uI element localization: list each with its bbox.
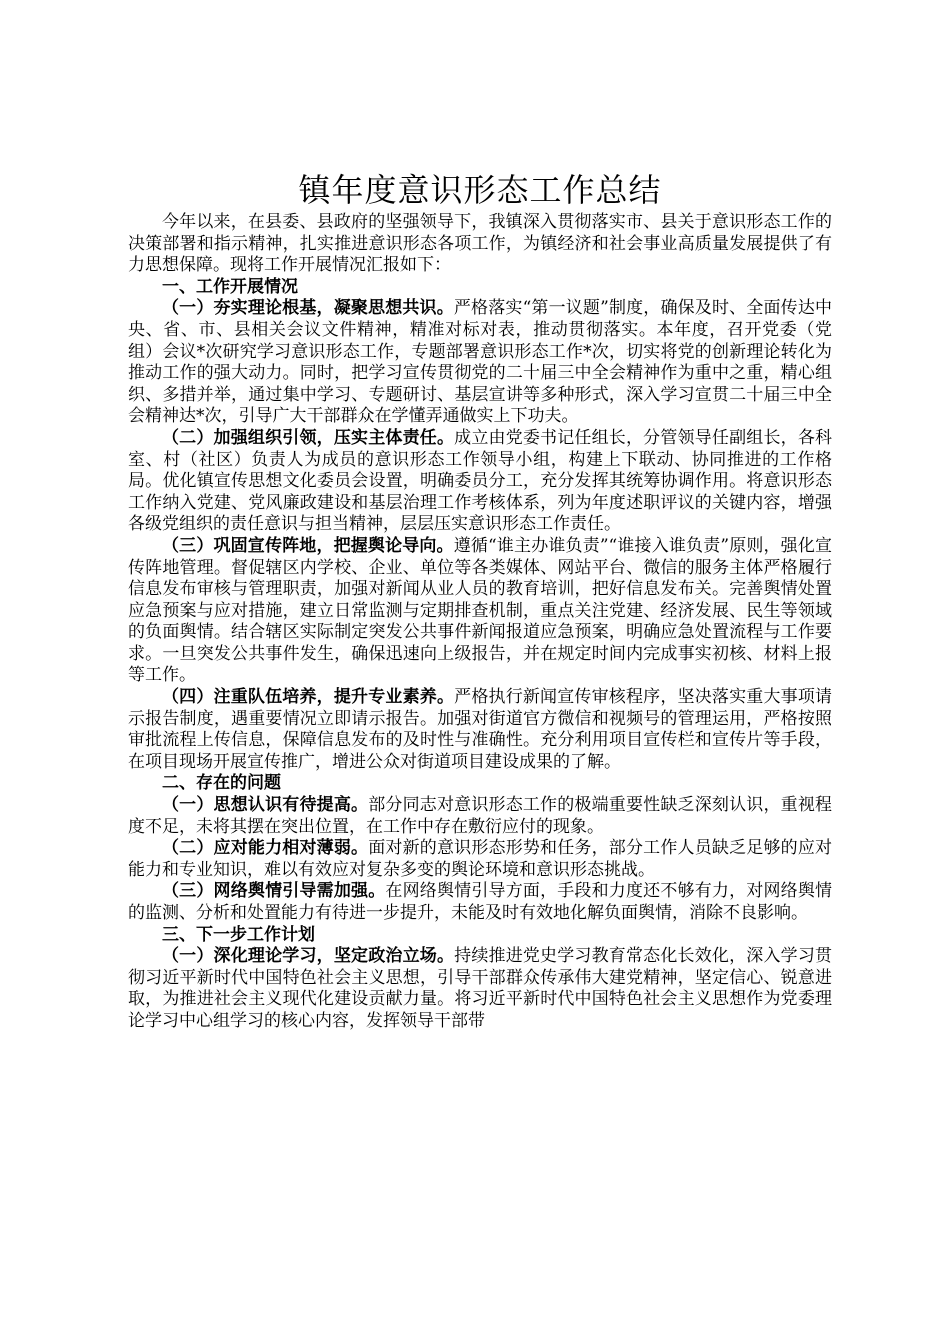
paragraph xyxy=(128,298,832,428)
paragraph-lead: （一）思想认识有待提高。 xyxy=(162,795,369,816)
intro-paragraph: 今年以来，在县委、县政府的坚强领导下，我镇深入贯彻落实市、县关于意识形态工作的决策部署和指示精神，扎实推进意识形态各项工作，为镇经济和社会事业高质量发展提供了有力思想保障。现将工作开展情况汇报如下： xyxy=(128,212,832,276)
paragraph-lead: （二）加强组织引领，压实主体责任。 xyxy=(162,427,455,448)
paragraph-body: 遵循“谁主办谁负责”“谁接入谁负责”原则，强化宣传阵地管理。督促辖区内学校、企业、单位等各类媒体、网站平台、微信的服务主体严格履行信息发布审核与管理职责，加强对新闻从业人员的教育培训，把好信息发布关。完善舆情处置应急预案与应对措施，建立日常监测与定期排查机制，重点关注党建、经济发展、民生等领域的负面舆情。结合辖区实际制定突发公共事件新闻报道应急预案，明确应急处置流程与工作要求。一旦突发公共事件发生，确保迅速向上级报告，并在规定时间内完成事实初核、材料上报等工作。 xyxy=(128,535,832,686)
paragraph-body: 严格落实“第一议题”制度，确保及时、全面传达中央、省、市、县相关会议文件精神，精准对标对表，推动贯彻落实。本年度，召开党委（党组）会议*次研究学习意识形态工作，专题部署意识形态工作*次，切实将党的创新理论转化为推动工作的强大动力。同时，把学习宣传贯彻党的二十届三中全会精神作为重中之重，精心组织、多措并举，通过集中学习、专题研讨、基层宣讲等多种形式，深入学习宣贯二十届三中全会精神达*次，引导广大干部群众在学懂弄通做实上下功夫。 xyxy=(128,298,832,427)
document-body xyxy=(128,168,832,1033)
paragraph-body: 面对新的意识形态形势和任务，部分工作人员缺乏足够的应对能力和专业知识，难以有效应对复杂多变的舆论环境和意识形态挑战。 xyxy=(128,838,833,880)
paragraph xyxy=(128,881,832,924)
paragraph-lead: （四）注重队伍培养，提升专业素养。 xyxy=(162,687,455,708)
paragraph-body: 部分同志对意识形态工作的极端重要性缺乏深刻认识，重视程度不足，未将其摆在突出位置，在工作中存在敷衍应付的现象。 xyxy=(128,795,833,837)
paragraph xyxy=(128,838,832,881)
paragraph xyxy=(128,795,832,838)
paragraph-body: 持续推进党史学习教育常态化长效化，深入学习贯彻习近平新时代中国特色社会主义思想，引导干部群众传承伟大建党精神，坚定信心、锐意进取，为推进社会主义现代化建设贡献力量。将习近平新时代中国特色社会主义思想作为党委理论学习中心组学习的核心内容，发挥领导干部带 xyxy=(128,946,833,1031)
paragraph xyxy=(128,946,832,1032)
section-heading-next-plan: 三、下一步工作计划 xyxy=(162,924,315,945)
document-title: 镇年度意识形态工作总结 xyxy=(298,171,662,209)
paragraph xyxy=(128,536,832,687)
paragraph-lead: （一）夯实理论根基，凝聚思想共识。 xyxy=(162,298,454,319)
paragraph-lead: （二）应对能力相对薄弱。 xyxy=(162,838,369,859)
paragraph-lead: （一）深化理论学习，坚定政治立场。 xyxy=(162,946,455,967)
paragraph xyxy=(128,687,832,773)
paragraph-lead: （三）巩固宣传阵地，把握舆论导向。 xyxy=(162,535,454,556)
paragraph-body: 在网络舆情引导方面，手段和力度还不够有力，对网络舆情的监测、分析和处置能力有待进一步提升，未能及时有效地化解负面舆情，消除不良影响。 xyxy=(128,881,833,923)
section-heading-problems: 二、存在的问题 xyxy=(162,773,281,794)
paragraph-body: 成立由党委书记任组长，分管领导任副组长，各科室、村（社区）负责人为成员的意识形态工作领导小组，构建上下联动、协同推进的工作格局。优化镇宣传思想文化委员会设置，明确委员分工，充分发挥其统筹协调作用。将意识形态工作纳入党建、党风廉政建设和基层治理工作考核体系，列为年度述职评议的关键内容，增强各级党组织的责任意识与担当精神，层层压实意识形态工作责任。 xyxy=(128,427,833,535)
paragraph-lead: （三）网络舆情引导需加强。 xyxy=(162,881,386,902)
paragraph xyxy=(128,428,832,536)
paragraph-body: 严格执行新闻宣传审核程序，坚决落实重大事项请示报告制度，遇重要情况立即请示报告。加强对街道官方微信和视频号的管理运用，严格按照审批流程上传信息，保障信息发布的及时性与准确性。充分利用项目宣传栏和宣传片等手段，在项目现场开展宣传推广，增进公众对街道项目建设成果的了解。 xyxy=(128,687,833,772)
section-heading-work-progress: 一、工作开展情况 xyxy=(162,276,298,297)
